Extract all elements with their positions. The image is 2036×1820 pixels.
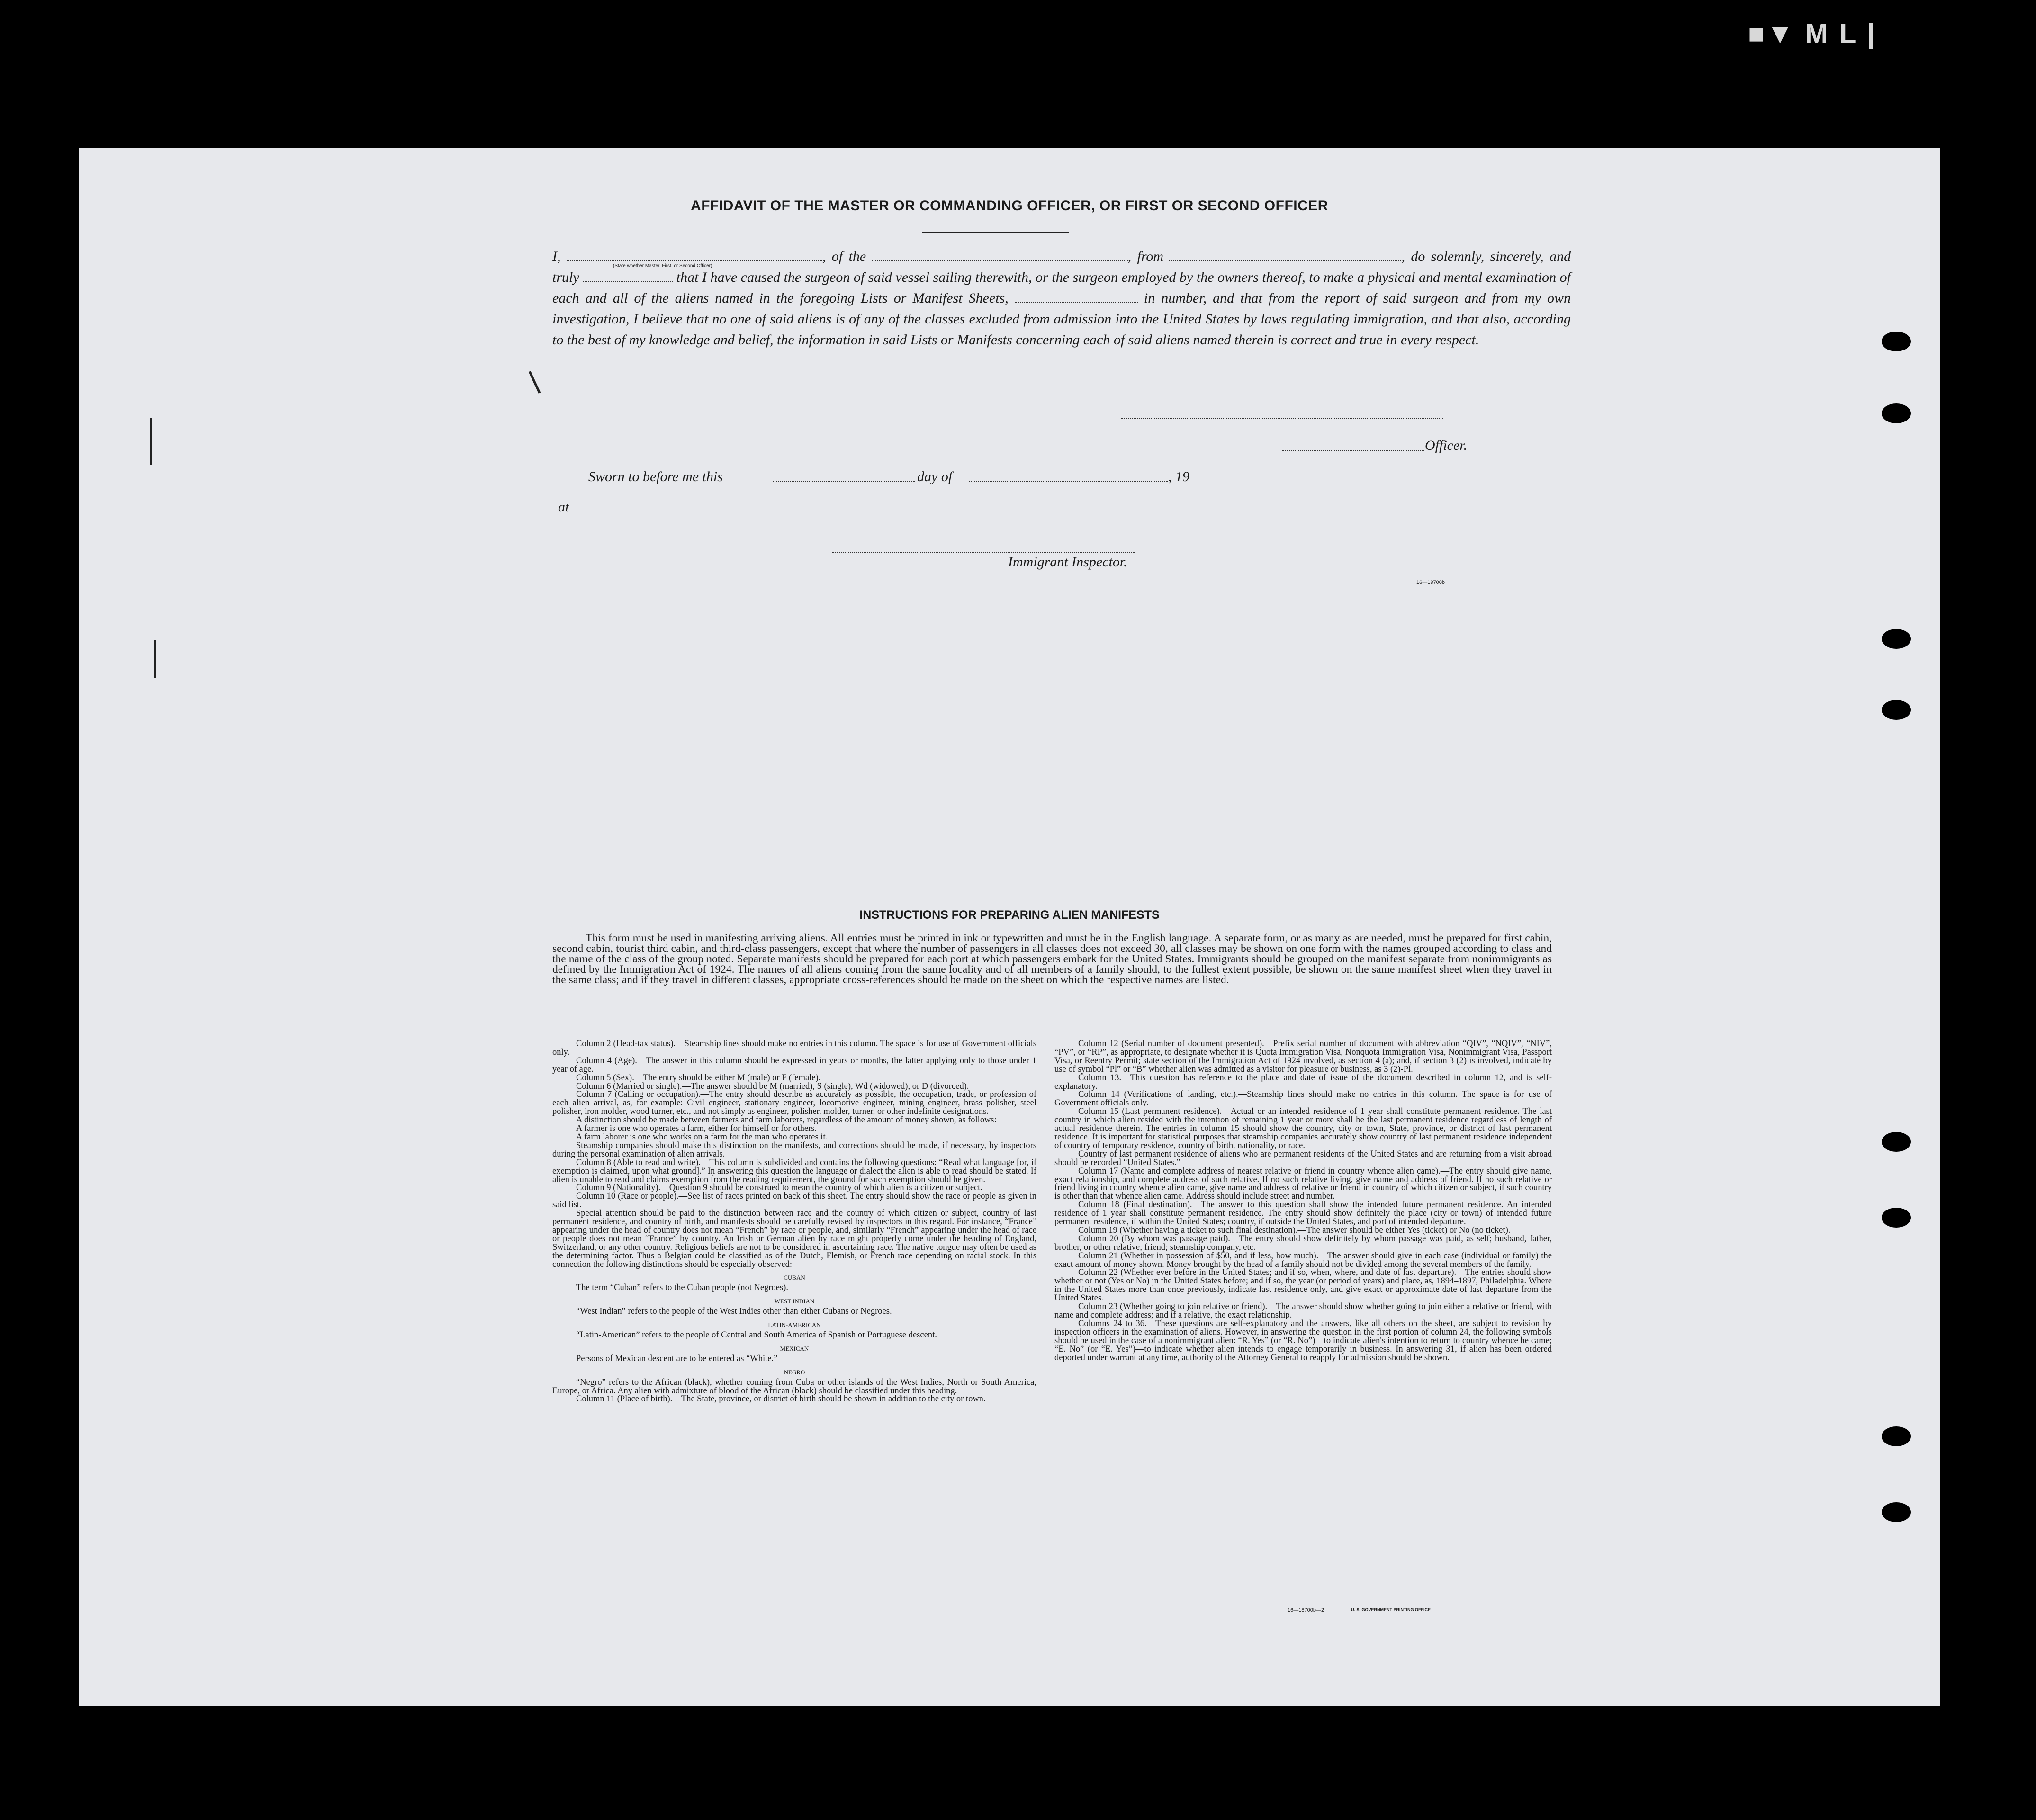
returning-residents-note: Country of last permanent residence of aliens who are permanent residents of the United States and are returning from a visit abroad should be recorded “United States.” — [1054, 1149, 1552, 1167]
columns-24-36-instruction: Columns 24 to 36.—These questions are self-explanatory and the answers, like all others on the sheet, are subject to revision by inspection officers in the examination of aliens. However, in answering the question in the first portion of column 24, the following symbols should be used in the case of a nonimmigrant alien: “R. Yes” (or “R. No”)—to indicate alien's intention to return to country whence he came; “E. No” (or “E. Yes”)—to indicate whether alien intends to engage temporarily in business. In answering 31, if alien has been ordered deported under warrant at any time, authority of the Attorney General to reapply for admission should be shown. — [1054, 1318, 1552, 1363]
title-rule — [922, 232, 1069, 233]
latin-american-definition: “Latin-American” refers to the people of Central and South America of Spanish or Portuguese descent. — [576, 1330, 937, 1340]
binder-hole — [1882, 332, 1911, 351]
cuban-definition: The term “Cuban” refers to the Cuban people (not Negroes). — [576, 1283, 788, 1293]
column-10-instruction: Column 10 (Race or people).—See list of races printed on back of this sheet. The entry should show the race or people as given in said list. — [552, 1192, 1036, 1210]
column-4-instruction: Column 4 (Age).—The answer in this column should be expressed in years or months, the latter applying only to those under 1 year of age. — [552, 1056, 1036, 1074]
column-5-instruction: Column 5 (Sex).—The entry should be either M (male) or F (female). — [576, 1073, 821, 1083]
column-8-instruction: Column 8 (Able to read and write).—This column is subdivided and contains the following questions: “Read what language [or, if exemption is claimed, upon what ground].” In answering this question the language or dialect the alien is able to read should be stated. If alien is unable to read and claims exemption from the reading requirement, the ground for such exemption should be given. — [552, 1157, 1036, 1184]
binder-hole — [1882, 700, 1911, 720]
negro-heading: NEGRO — [784, 1368, 805, 1376]
column-6-instruction: Column 6 (Married or single).—The answer should be M (married), S (single), Wd (widowed), or D (divorced). — [576, 1081, 969, 1091]
instructions-left-column — [552, 1040, 1036, 1404]
mexican-heading: MEXICAN — [780, 1345, 809, 1352]
printer-imprint: U. S. GOVERNMENT PRINTING OFFICE — [1351, 1607, 1431, 1612]
from-label: , from — [1127, 249, 1164, 264]
latin-american-heading: LATIN-AMERICAN — [768, 1321, 821, 1329]
column-14-instruction: Column 14 (Verifications of landing, etc.).—Steamship lines should make no entries in this column. The space is for use of Government officials only. — [1054, 1090, 1552, 1108]
column-19-instruction: Column 19 (Whether having a ticket to such final destination).—The answer should be either Yes (ticket) or No (no ticket). — [1078, 1225, 1511, 1235]
officer-rank-note: (State whether Master, First, or Second Officer) — [613, 263, 712, 269]
at-label: at — [558, 499, 569, 515]
vessel-name-blank[interactable] — [872, 250, 1128, 261]
race-country-distinction: Special attention should be paid to the distinction between race and the country of which citizen or subject, country of last permanent residence, and country of birth, and manifests should be carefully revised by inspectors in this regard. For instance, “France” appearing under the head of country does not mean “French” by race or people, and, similarly “French” appearing under the head of race or people does not mean “France” by country. An Irish or German alien by race might properly come under the heading of England, Switzerland, or any other country. Religious beliefs are not to be considered in ascertaining race. The native tongue may often be used as the determining factor. Thus a Belgian could be classified as of the Dutch, Flemish, or French race depending on racial stock. In this connection the following distinctions should be especially observed: — [552, 1209, 1036, 1269]
column-21-instruction: Column 21 (Whether in possession of $50, and if less, how much).—The answer should give in each case (individual or family) the exact amount of money shown. Money brought by the head of a family should not be divided among the several members of the family. — [1054, 1251, 1552, 1269]
officer-label: Officer. — [1425, 438, 1468, 453]
affidavit-title: AFFIDAVIT OF THE MASTER OR COMMANDING OFFICER, OR FIRST OR SECOND OFFICER — [691, 198, 1328, 214]
column-12-instruction: Column 12 (Serial number of document presented).—Prefix serial number of document with abbreviation “QIV”, “NQIV”, “NIV”, “PV”, or “RP”, as appropriate, to designate whether it is Quota Immigration Visa, Nonquota Immigration Visa, Nonimmigrant Visa, Passport Visa, or Reentry Permit; state section of the Immigration Act of 1924 involved, as section 4 (a); and, if section 3 (2) is involved, indicate by use of symbol “Pl” or “B” whether alien was admitted as a visitor for pleasure or business, as 3 (2)-Pl. — [1054, 1039, 1552, 1074]
instructions-intro: This form must be used in manifesting arriving aliens. All entries must be printed in ink or typewritten and must be in the English language. A separate form, or as many as are needed, must be prepared for first cabin, second cabin, tourist third cabin, and third-class passengers, except that where the number of passengers in all classes does not exceed 30, all classes may be shown on one form with the names grouped according to class and the name of the class of the group noted. Separate manifests should be prepared for each port at which passengers embark for the United States. Immigrants should be grouped on the manifest separate from nonimmigrants as defined by the Immigration Act of 1924. The names of all aliens coming from the same locality and of all members of a family should, to the fullest extent possible, be shown on the same manifest sheet when they travel in the same class; and if they travel in different classes, appropriate cross-references should be made on the sheet on which the respective names are listed. — [552, 932, 1552, 986]
year-label: , 19 — [1168, 469, 1189, 484]
sworn-month-blank[interactable] — [969, 481, 1168, 482]
column-2-instruction: Column 2 (Head-tax status).—Steamship lines should make no entries in this column. The space is for use of Government officials only. — [552, 1039, 1036, 1057]
affidavit-form-number: 16—18700b — [1416, 580, 1445, 585]
column-20-instruction: Column 20 (By whom was passage paid).—The entry should show definitely by whom passage was paid, as self; husband, father, brother, or other relative; friend; steamship company, etc. — [1054, 1234, 1552, 1252]
pen-mark — [529, 371, 541, 393]
column-11-instruction: Column 11 (Place of birth).—The State, province, or district of birth should be shown in addition to the city or town. — [576, 1394, 986, 1404]
swear-affirm-blank[interactable] — [583, 270, 673, 282]
solemnly-label: solemnly, sincerely, and truly — [552, 249, 1571, 285]
farm-laborer-definition: A farm laborer is one who works on a farm for the man who operates it. — [576, 1132, 828, 1142]
steamship-distinction: Steamship companies should make this distinction on the manifests, and corrections should be made, if necessary, by inspectors during the personal examination of alien arrivals. — [552, 1140, 1036, 1159]
day-of-label: day of — [917, 469, 953, 484]
do-label: , do — [1401, 249, 1425, 264]
west-indian-definition: “West Indian” refers to the people of the West Indies other than either Cubans or Negroes. — [576, 1307, 892, 1317]
binder-hole — [1882, 1502, 1911, 1522]
film-corner-mark: ■▼ M L | — [1748, 18, 1877, 49]
belief-statement: in number, and that from the report of said surgeon and from my own investigation, I believe that no one of said aliens is of any of the classes excluded from admission into the United States by laws regulating immigration, and that also, according to the best of my knowledge and belief, the information in said Lists or Manifests concerning each of said aliens named therein is correct and true in every respect. — [552, 290, 1571, 348]
binder-hole — [1882, 403, 1911, 423]
officer-rank-blank[interactable] — [567, 250, 822, 261]
instructions-form-number: 16—18700b—2 — [1288, 1607, 1324, 1613]
column-23-instruction: Column 23 (Whether going to join relative or friend).—The answer should show whether going to join either a relative or friend, with name and complete address; and if a relative, the exact relationship. — [1054, 1302, 1552, 1320]
column-9-instruction: Column 9 (Nationality).—Question 9 should be construed to mean the country of which alien is a citizen or subject. — [576, 1183, 983, 1193]
inspector-label: Immigrant Inspector. — [1008, 554, 1127, 570]
instructions-right-column — [1054, 1040, 1552, 1362]
west-indian-heading: WEST INDIAN — [774, 1298, 815, 1305]
edge-mark — [150, 418, 152, 465]
sworn-day-blank[interactable] — [773, 481, 915, 482]
sworn-label: Sworn to before me this — [588, 469, 723, 484]
departure-port-blank[interactable] — [1169, 250, 1401, 261]
column-17-instruction: Column 17 (Name and complete address of nearest relative or friend in country whence alien came).—The entry should give name, exact relationship, and complete address of such relative. If no such relative living, give name and address of friend. If no such relative or friend living in country whence alien came, give name and address of relative or friend in country of which citizen or subject, if such country is other than that whence alien came. Address should include street and number. — [1054, 1166, 1552, 1201]
column-13-instruction: Column 13.—This question has reference to the place and date of issue of the document described in column 12, and is self-explanatory. — [1054, 1073, 1552, 1091]
column-18-instruction: Column 18 (Final destination).—The answer to this question shall show the intended future permanent residence. An intended residence of 1 year shall constitute permanent residence. The entry should show definitely the place (city or town) of intended future permanent residence, if within the United States; country, if outside the United States, and port of intended departure. — [1054, 1200, 1552, 1227]
edge-mark — [154, 640, 156, 678]
sheet-count-blank[interactable] — [1015, 291, 1138, 303]
affidavit-i: I, — [552, 249, 561, 264]
column-7-instruction: Column 7 (Calling or occupation).—The entry should describe as accurately as possible, the occupation, trade, or profession of each alien arrival, as, for example: Civil engineer, stationary engineer, locomotive engineer, mining engineer, brass polisher, steel polisher, iron molder, wood turner, etc., and not simply as engineer, polisher, molder, turner, or other indefinite designations. — [552, 1090, 1036, 1117]
binder-hole — [1882, 1426, 1911, 1446]
column-15-instruction: Column 15 (Last permanent residence).—Actual or an intended residence of 1 year shall constitute permanent residence. The last country in which alien resided with the intention of remaining 1 year or more shall be the last permanent residence regardless of length of actual residence therein. The entries in column 15 should show the country, city or town, State, province, or district of last permanent residence. It is important for statistical purposes that steamship companies accurately show country of last permanent residence independent of country of temporary residence, country of birth, nationality, or race. — [1054, 1107, 1552, 1150]
farmer-distinction: A distinction should be made between farmers and farm laborers, regardless of the amount of money shown, as follows: — [576, 1115, 997, 1125]
affidavit-text — [552, 246, 1571, 350]
inspector-signature-line[interactable] — [832, 552, 1135, 553]
negro-definition: “Negro” refers to the African (black), whether coming from Cuba or other islands of the West Indies, North or South America, Europe, or Africa. Any alien with admixture of blood of the African (black) should be classified under this heading. — [552, 1377, 1036, 1396]
binder-hole — [1882, 1132, 1911, 1152]
instructions-title: INSTRUCTIONS FOR PREPARING ALIEN MANIFESTS — [859, 908, 1160, 922]
officer-signature-line[interactable] — [1121, 418, 1443, 419]
binder-hole — [1882, 629, 1911, 649]
manifest-sheet — [79, 148, 1940, 1706]
surgeon-statement: that I have caused the surgeon of said vessel sailing therewith, or the surgeon employed by the owners thereof, to make a physical and mental examination of each and all of the aliens named in the foregoing Lists or Manifest Sheets, — [552, 269, 1571, 306]
cuban-heading: CUBAN — [784, 1274, 805, 1282]
farmer-definition: A farmer is one who operates a farm, either for himself or for others. — [576, 1124, 817, 1134]
of-the-label: , of the — [822, 249, 866, 264]
mexican-definition: Persons of Mexican descent are to be entered as “White.” — [576, 1354, 778, 1363]
binder-hole — [1882, 1208, 1911, 1228]
officer-signature-line-2[interactable] — [1282, 450, 1424, 451]
column-22-instruction: Column 22 (Whether ever before in the United States; and if so, when, where, and date of last departure).—The entries should show whether or not (Yes or No) in the United States before; and if so, the year (or period of years) and place, as, 1894–1897, Philadelphia. Where in the United States more than once previously, indicate last residence only, and give exact or approximate date of last departure from the United States. — [1054, 1268, 1552, 1303]
